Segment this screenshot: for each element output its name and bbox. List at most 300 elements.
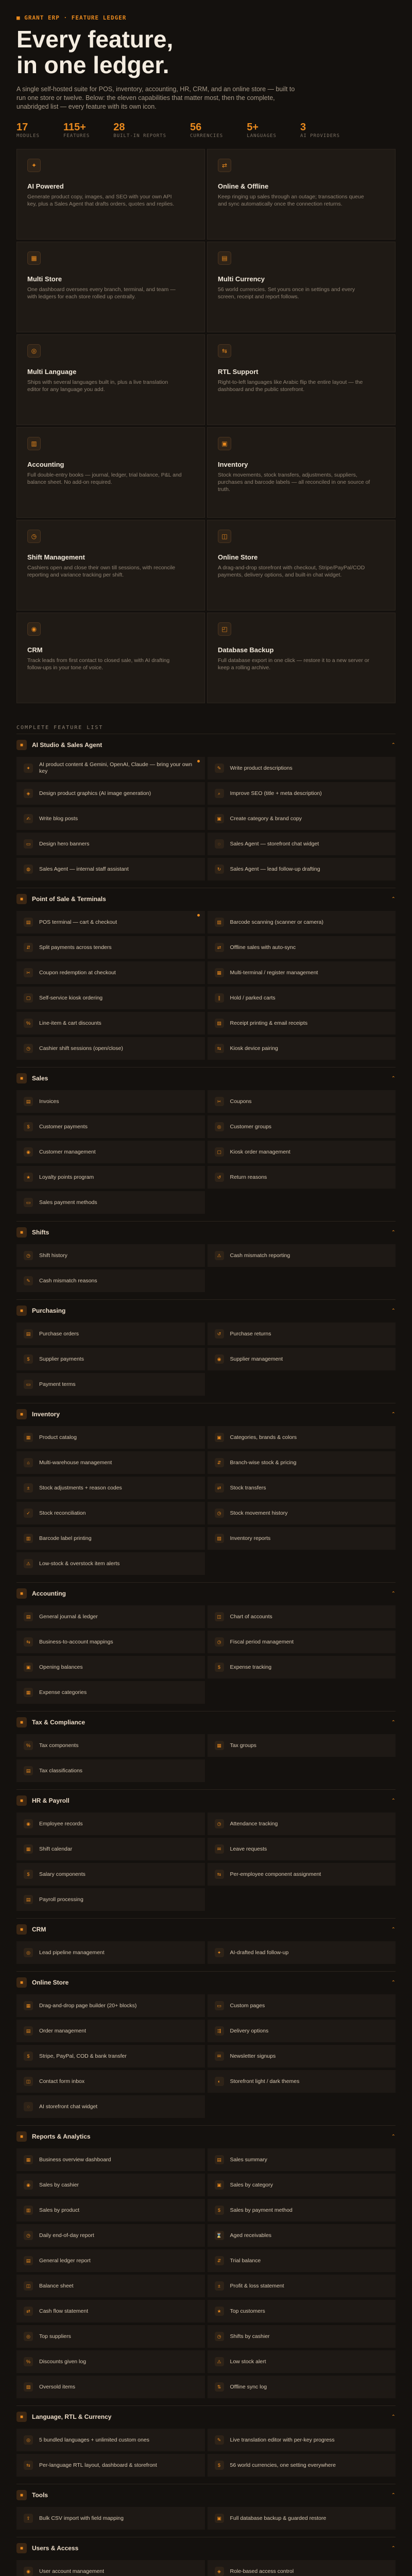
feature-icon: ⚠: [24, 1559, 33, 1568]
feature-grid: [16, 1734, 396, 1782]
feature-icon: ▣: [215, 2514, 224, 2523]
category-header[interactable]: [16, 893, 396, 905]
feature-label: Sales by product: [39, 2207, 80, 2213]
feature-item: [208, 2454, 396, 2477]
feature-grid: [16, 757, 396, 880]
highlight-card: [207, 613, 396, 703]
feature-icon: ✦: [215, 1948, 224, 1957]
category-icon: ■: [16, 1588, 27, 1599]
feature-item: [16, 1838, 205, 1860]
feature-item: [208, 858, 396, 880]
chevron-up-icon[interactable]: ⌃: [391, 1719, 396, 1725]
feature-item: [208, 1734, 396, 1757]
feature-icon: ◍: [24, 865, 33, 874]
feature-label: Tax classifications: [39, 1767, 83, 1774]
feature-icon: ▢: [215, 1147, 224, 1157]
feature-item: [208, 1656, 396, 1679]
feature-item: [208, 1451, 396, 1474]
category-name: Shifts: [32, 1229, 49, 1236]
feature-icon: ◷: [215, 1509, 224, 1518]
stats-row: [16, 122, 396, 139]
feature-item: [208, 1477, 396, 1499]
feature-label: Cash mismatch reasons: [39, 1277, 97, 1284]
feature-label: Coupons: [230, 1098, 252, 1105]
chevron-up-icon[interactable]: ⌃: [391, 2133, 396, 2140]
feature-icon: %: [24, 1019, 33, 1028]
feature-item: [208, 833, 396, 855]
highlight-title: RTL Support: [218, 368, 259, 376]
feature-icon: ◈: [215, 2567, 224, 2576]
feature-icon: ▤: [24, 1895, 33, 1904]
category-name: Accounting: [32, 1590, 66, 1597]
feature-category: [16, 1789, 396, 1918]
feature-item: [16, 961, 205, 984]
stat-label: LANGUAGES: [247, 133, 277, 139]
category-name: Point of Sale & Terminals: [32, 895, 106, 903]
feature-grid: [16, 911, 396, 1060]
feature-item: [208, 1527, 396, 1550]
feature-icon: ▦: [24, 2155, 33, 2164]
feature-icon: ◉: [24, 1147, 33, 1157]
feature-label: Purchase returns: [230, 1330, 271, 1337]
feature-item: [16, 2507, 205, 2530]
feature-label: Employee records: [39, 1820, 83, 1827]
feature-item: [208, 2300, 396, 2323]
feature-category: [16, 1582, 396, 1711]
feature-label: 5 bundled languages + unlimited custom ones: [39, 2436, 149, 2443]
feature-icon: ⇵: [215, 1458, 224, 1467]
feature-item: [16, 1527, 205, 1550]
feature-item: [208, 807, 396, 830]
category-header[interactable]: [16, 2411, 396, 2422]
feature-label: Aged receivables: [230, 2232, 272, 2239]
feature-icon: ▤: [24, 2026, 33, 2036]
feature-item: [16, 782, 205, 805]
feature-item: [208, 1037, 396, 1060]
feature-item: [208, 1502, 396, 1524]
feature-label: Expense tracking: [230, 1664, 272, 1670]
category-icon: ■: [16, 1306, 27, 1316]
feature-icon: ◷: [24, 1044, 33, 1053]
feature-label: Branch-wise stock & pricing: [230, 1459, 297, 1466]
highlight-desc: A drag-and-drop storefront with checkout, Stripe/PayPal/COD payments, delivery options, and built-in chat widget.: [218, 565, 365, 578]
chevron-up-icon[interactable]: ⌃: [391, 1798, 396, 1804]
feature-label: Bulk CSV import with field mapping: [39, 2515, 124, 2521]
feature-item: [208, 2376, 396, 2398]
highlights-grid: [16, 149, 396, 703]
feature-label: Business-to-account mappings: [39, 1638, 113, 1645]
highlight-desc: Ships with several languages built in, plus a live translation editor for any language you add.: [27, 379, 168, 393]
feature-icon: ⇄: [215, 1483, 224, 1493]
highlight-icon: ▣: [218, 437, 231, 450]
highlight-card: [16, 427, 205, 518]
feature-label: AI product content & Gemini, OpenAI, Claude — bring your own key: [39, 761, 193, 774]
feature-icon: ▧: [215, 1534, 224, 1543]
feature-icon: ▣: [24, 1663, 33, 1672]
feature-icon: ⚠: [215, 1251, 224, 1260]
highlight-icon: ◫: [218, 530, 231, 543]
stat-value: 17: [16, 122, 28, 133]
feature-item: [208, 1090, 396, 1113]
feature-icon: ⇆: [215, 1044, 224, 1053]
highlight-card: [16, 520, 205, 611]
highlight-card: [16, 613, 205, 703]
feature-label: Role-based access control: [230, 2568, 294, 2574]
feature-item: [16, 1605, 205, 1628]
feature-item: [208, 2148, 396, 2171]
feature-label: Shift history: [39, 1252, 67, 1259]
feature-icon: ⌕: [215, 789, 224, 798]
feature-label: Stock reconciliation: [39, 1510, 86, 1516]
category-header[interactable]: [16, 1227, 396, 1238]
feature-icon: ✎: [215, 764, 224, 773]
feature-item: [208, 987, 396, 1009]
highlight-title: CRM: [27, 646, 43, 654]
feature-grid: [16, 1426, 396, 1575]
highlight-title: Accounting: [27, 461, 64, 468]
stat-value: 56: [190, 122, 202, 133]
feature-icon: ↺: [215, 1329, 224, 1338]
stat: [300, 122, 340, 139]
feature-icon: ▧: [24, 2382, 33, 2392]
feature-icon: ◎: [24, 2435, 33, 2445]
highlight-card: [16, 242, 205, 332]
category-name: Tools: [32, 2492, 48, 2499]
chevron-up-icon[interactable]: ⌃: [391, 896, 396, 902]
feature-icon: ◎: [24, 1948, 33, 1957]
feature-label: Delivery options: [230, 2027, 269, 2034]
highlight-icon: ◉: [27, 622, 41, 636]
feature-icon: ⇆: [215, 1870, 224, 1879]
stat-label: MODULES: [16, 133, 40, 139]
feature-icon: ⌛: [215, 2231, 224, 2240]
highlight-icon: ▥: [27, 437, 41, 450]
highlight-title: Database Backup: [218, 646, 274, 654]
feature-item: [208, 2020, 396, 2042]
highlight-card: [16, 334, 205, 425]
feature-grid: [16, 1812, 396, 1911]
highlight-card: [207, 427, 396, 518]
feature-icon: $: [215, 2461, 224, 2470]
chevron-up-icon[interactable]: ⌃: [391, 1229, 396, 1235]
feature-icon: ✎: [215, 2435, 224, 2445]
feature-label: User account management: [39, 2568, 105, 2574]
feature-icon: ◷: [215, 1637, 224, 1647]
feature-label: Improve SEO (title + meta description): [230, 790, 322, 796]
feature-label: Tax components: [39, 1742, 79, 1749]
highlight-icon: ⇄: [218, 159, 231, 172]
category-header[interactable]: [16, 1588, 396, 1599]
list-label: COMPLETE FEATURE LIST: [16, 725, 104, 731]
feature-category: [16, 1403, 396, 1582]
category-icon: ■: [16, 1977, 27, 1988]
feature-icon: ▭: [24, 839, 33, 849]
category-name: Purchasing: [32, 1307, 66, 1314]
highlight-icon: ◰: [218, 622, 231, 636]
feature-item: [16, 2045, 205, 2067]
feature-item: [208, 1348, 396, 1370]
feature-category: [16, 2484, 396, 2537]
stat-value: 28: [113, 122, 125, 133]
chevron-up-icon[interactable]: ⌃: [391, 2492, 396, 2498]
feature-icon: ◉: [24, 1819, 33, 1828]
feature-item: [16, 2429, 205, 2451]
chevron-up-icon[interactable]: ⌃: [391, 1926, 396, 1933]
category-icon: ■: [16, 2543, 27, 2553]
category-name: Language, RTL & Currency: [32, 2413, 112, 2420]
feature-icon: ▥: [24, 1534, 33, 1543]
highlight-card: [207, 149, 396, 240]
feature-icon: ◎: [215, 1122, 224, 1131]
feature-label: Create category & brand copy: [230, 815, 302, 822]
feature-item: [16, 2454, 205, 2477]
feature-category: [16, 1918, 396, 1971]
highlight-title: Multi Store: [27, 275, 62, 283]
feature-icon: ◉: [24, 2180, 33, 2190]
feature-item: [16, 1012, 205, 1035]
feature-icon: ▣: [215, 1433, 224, 1442]
page-intro: A single self-hosted suite for POS, inventory, accounting, HR, CRM, and an online store — built to run one store or twelve. Below: the eleven capabilities that matter most, then the complete, unabridged list — every feature with its own icon.: [16, 86, 295, 110]
chevron-up-icon[interactable]: ⌃: [391, 1411, 396, 1417]
category-header[interactable]: [16, 2489, 396, 2501]
stat-label: FEATURES: [63, 133, 90, 139]
feature-label: Sales by category: [230, 2181, 273, 2188]
feature-label: Cash mismatch reporting: [230, 1252, 290, 1259]
highlight-title: Shift Management: [27, 553, 85, 561]
feature-icon: ▣: [215, 2180, 224, 2190]
highlight-icon: ⇆: [218, 344, 231, 358]
feature-item: [16, 2070, 205, 2093]
chevron-up-icon[interactable]: ⌃: [391, 1590, 396, 1597]
feature-item: [208, 2275, 396, 2297]
feature-label: Coupon redemption at checkout: [39, 969, 116, 976]
feature-label: Sales by payment method: [230, 2207, 293, 2213]
category-header[interactable]: [16, 2543, 396, 2554]
category-icon: ■: [16, 2131, 27, 2142]
feature-item: [16, 987, 205, 1009]
feature-label: Hold / parked carts: [230, 994, 276, 1001]
feature-item: [208, 2249, 396, 2272]
feature-label: Opening balances: [39, 1664, 83, 1670]
feature-label: AI storefront chat widget: [39, 2103, 98, 2110]
feature-label: Write product descriptions: [230, 765, 293, 771]
feature-icon: ▣: [215, 814, 224, 823]
feature-label: Per-employee component assignment: [230, 1871, 321, 1877]
feature-label: AI-drafted lead follow-up: [230, 1949, 289, 1956]
feature-icon: ◌: [215, 839, 224, 849]
feature-item: [208, 2045, 396, 2067]
feature-icon: ⇆: [24, 1637, 33, 1647]
feature-category: [16, 888, 396, 1067]
feature-label: Barcode label printing: [39, 1535, 92, 1541]
feature-icon: ▭: [24, 1380, 33, 1389]
new-badge-dot: [197, 914, 200, 917]
feature-label: Split payments across tenders: [39, 944, 112, 951]
feature-icon: ⇆: [24, 2461, 33, 2470]
feature-icon: ▦: [24, 1688, 33, 1697]
highlight-desc: Right-to-left languages like Arabic flip the entire layout — the dashboard and the public storefront.: [218, 379, 363, 393]
feature-icon: $: [215, 2206, 224, 2215]
feature-grid: [16, 1244, 396, 1292]
feature-category: [16, 1299, 396, 1403]
highlight-card: [207, 520, 396, 611]
feature-icon: %: [24, 1741, 33, 1750]
feature-label: POS terminal — cart & checkout: [39, 919, 117, 925]
feature-label: Loyalty points program: [39, 1174, 94, 1180]
feature-grid: [16, 2560, 396, 2576]
stat: [190, 122, 223, 139]
feature-label: Shifts by cashier: [230, 2333, 270, 2340]
feature-item: [16, 1656, 205, 1679]
feature-icon: ⇵: [215, 2256, 224, 2265]
category-header[interactable]: [16, 1073, 396, 1084]
category-name: Users & Access: [32, 2545, 79, 2552]
feature-item: [208, 757, 396, 779]
feature-grid: [16, 2507, 396, 2530]
feature-item: [208, 1426, 396, 1449]
feature-label: Customer management: [39, 1148, 96, 1155]
feature-icon: $: [24, 2052, 33, 2061]
feature-label: 56 world currencies, one setting everywhere: [230, 2462, 336, 2468]
category-header[interactable]: [16, 1717, 396, 1728]
feature-label: Stripe, PayPal, COD & bank transfer: [39, 2053, 127, 2059]
feature-icon: ⌂: [24, 1458, 33, 1467]
feature-icon: ✓: [24, 1509, 33, 1518]
feature-icon: ±: [24, 1483, 33, 1493]
feature-category: [16, 2537, 396, 2576]
feature-label: Product catalog: [39, 1434, 77, 1440]
category-header[interactable]: [16, 1977, 396, 1988]
highlight-desc: Track leads from first contact to closed sale, with AI drafting follow-ups in your tone of voice.: [27, 657, 170, 671]
highlight-title: Online Store: [218, 553, 258, 561]
category-name: Reports & Analytics: [32, 2133, 91, 2140]
feature-icon: ◉: [215, 1354, 224, 1364]
feature-item: [16, 833, 205, 855]
feature-icon: ◷: [24, 2231, 33, 2240]
feature-grid: [16, 2429, 396, 2477]
stat-value: 5+: [247, 122, 259, 133]
highlight-icon: ✦: [27, 159, 41, 172]
chevron-up-icon[interactable]: ⌃: [391, 742, 396, 748]
feature-item: [208, 2199, 396, 2222]
feature-label: Sales Agent — internal staff assistant: [39, 866, 129, 872]
feature-category: [16, 2125, 396, 2405]
highlight-title: AI Powered: [27, 182, 64, 190]
feature-icon: ◎: [24, 2332, 33, 2341]
feature-item: [16, 1348, 205, 1370]
category-icon: ■: [16, 1924, 27, 1935]
page-title-line-1: Every feature,: [16, 26, 174, 53]
feature-label: Offline sync log: [230, 2383, 267, 2390]
feature-item: [16, 2199, 205, 2222]
kicker: ■ GRANT ERP · FEATURE LEDGER: [16, 14, 127, 21]
feature-icon: ▤: [24, 1329, 33, 1338]
feature-label: Leave requests: [230, 1845, 267, 1852]
category-name: Inventory: [32, 1411, 60, 1418]
feature-item: [16, 2174, 205, 2196]
feature-icon: ▥: [215, 918, 224, 927]
feature-label: Sales Agent — lead follow-up drafting: [230, 866, 320, 872]
feature-label: Business overview dashboard: [39, 2156, 111, 2163]
feature-label: Write blog posts: [39, 815, 78, 822]
feature-item: [16, 2148, 205, 2171]
category-header[interactable]: [16, 739, 396, 751]
feature-item: [16, 1477, 205, 1499]
feature-label: Categories, brands & colors: [230, 1434, 297, 1440]
feature-icon: $: [24, 1870, 33, 1879]
chevron-up-icon[interactable]: ⌃: [391, 1308, 396, 1314]
feature-icon: ▧: [215, 1019, 224, 1028]
feature-icon: ▭: [215, 2001, 224, 2010]
feature-item: [16, 2020, 205, 2042]
feature-label: Multi-terminal / register management: [230, 969, 318, 976]
feature-label: Top customers: [230, 2308, 265, 2314]
stat: [113, 122, 166, 139]
feature-label: Profit & loss statement: [230, 2282, 284, 2289]
feature-item: [16, 1941, 205, 1964]
feature-icon: ⇪: [24, 2514, 33, 2523]
feature-label: Tax groups: [230, 1742, 256, 1749]
feature-label: Barcode scanning (scanner or camera): [230, 919, 324, 925]
feature-icon: ▦: [215, 968, 224, 977]
highlight-desc: Stock movements, stock transfers, adjustments, suppliers, purchases and barcode labels — all reconciled in one source of truth.: [218, 472, 370, 493]
feature-item: [208, 1012, 396, 1035]
feature-grid: [16, 1090, 396, 1214]
feature-icon: ◉: [24, 2567, 33, 2576]
feature-label: Customer groups: [230, 1123, 272, 1130]
feature-icon: %: [24, 2357, 33, 2366]
stat: [16, 122, 40, 139]
category-header[interactable]: [16, 1305, 396, 1316]
feature-item: [16, 1451, 205, 1474]
feature-label: Multi-warehouse management: [39, 1459, 112, 1466]
feature-category: [16, 734, 396, 888]
chevron-up-icon[interactable]: ⌃: [391, 2545, 396, 2551]
feature-item: [16, 1090, 205, 1113]
feature-item: [16, 2376, 205, 2398]
feature-label: Inventory reports: [230, 1535, 271, 1541]
category-icon: ■: [16, 1227, 27, 1238]
category-icon: ■: [16, 740, 27, 750]
feature-item: [208, 1166, 396, 1189]
category-header[interactable]: [16, 1409, 396, 1420]
chevron-up-icon[interactable]: ⌃: [391, 1075, 396, 1081]
feature-label: Sales payment methods: [39, 1199, 97, 1206]
feature-icon: ↻: [215, 865, 224, 874]
feature-item: [208, 1994, 396, 2017]
category-header[interactable]: [16, 2131, 396, 2142]
highlight-title: Multi Language: [27, 368, 77, 376]
highlight-title: Online & Offline: [218, 182, 269, 190]
feature-icon: ◷: [215, 2332, 224, 2341]
category-header[interactable]: [16, 1795, 396, 1806]
category-icon: ■: [16, 894, 27, 904]
feature-icon: ✍: [24, 814, 33, 823]
feature-icon: ▤: [24, 1612, 33, 1621]
feature-grid: [16, 1941, 396, 1964]
highlight-title: Inventory: [218, 461, 248, 468]
feature-item: [208, 1605, 396, 1628]
chevron-up-icon[interactable]: ⌃: [391, 2414, 396, 2420]
highlight-desc: Cashiers open and close their own till sessions, with reconcile reporting and variance tracking per shift.: [27, 565, 176, 578]
category-header[interactable]: [16, 1924, 396, 1935]
feature-item: [16, 936, 205, 959]
feature-item: [208, 2070, 396, 2093]
chevron-up-icon[interactable]: ⌃: [391, 1979, 396, 1986]
feature-label: Balance sheet: [39, 2282, 74, 2289]
feature-category: [16, 1971, 396, 2125]
feature-item: [16, 1863, 205, 1886]
